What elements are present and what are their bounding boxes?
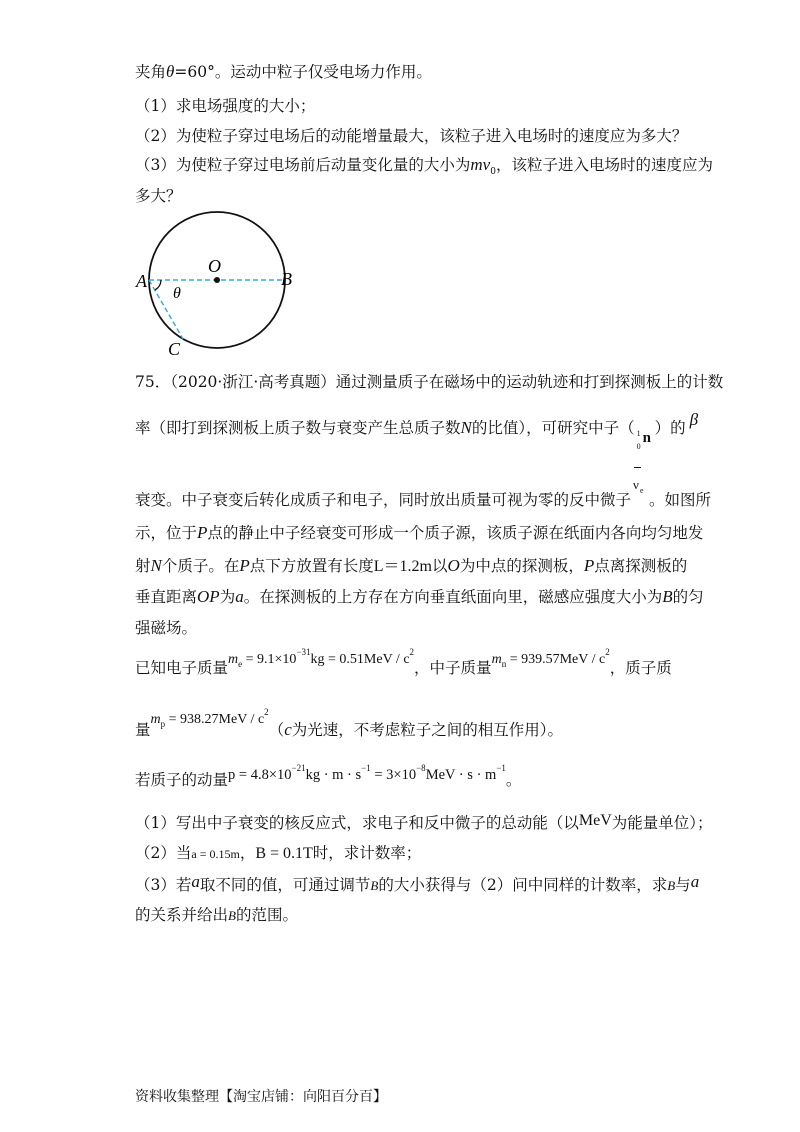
- proton-mass-formula: $m_p = 938.27MeV / c^2$: [150, 707, 269, 729]
- label-B: B: [281, 269, 292, 289]
- q75-line-6: 垂直距离OP为a。在探测板的上方存在方向垂直纸面向里，磁感应强度大小为B的匀: [135, 587, 704, 606]
- angle-arc: [155, 280, 161, 290]
- q75-proton-mass-line: 量$m_p = 938.27MeV / c^2(c$为光速，不考虑粒子之间的相互作用）。: [135, 707, 563, 739]
- q74-subquestion-3: （3）为使粒子穿过电场前后动量变化量的大小为$mv_0$，该粒子进入电场时的速度应为: [135, 155, 713, 177]
- q75-subquestion-1: （1）写出中子衰变的核反应式，求电子和反中微子的总动能（以MeV为能量单位）；: [135, 812, 713, 832]
- q74-subquestion-1: （1）求电场强度的大小；: [135, 97, 316, 115]
- label-A: A: [136, 271, 147, 291]
- momentum-formula: $p = 4.8\times 10^{-21}kg \cdot m \cdot s^{-1} = 3\times 10^{-8}MeV \cdot s \cdot m^{-1}$: [228, 763, 506, 783]
- q75-line-3: 衰变。中子衰变后转化成质子和电子，同时放出质量可视为零的反中微子 ν e 。如图所: [135, 485, 711, 510]
- circle-field-figure: [130, 205, 310, 360]
- electron-mass-formula: $m_e = 9.1\times 10^{-31}kg = 0.51MeV / c^2$: [228, 647, 415, 669]
- label-theta: θ: [173, 285, 181, 302]
- beta-symbol: β: [689, 410, 699, 429]
- q75-line-1: 75．（2020·浙江·高考真题）通过测量质子在磁场中的运动轨迹和打到探测板上的计数: [135, 373, 724, 391]
- q75-subquestion-3: （3）若a取不同的值，可通过调节B的大小获得与（2）问中同样的计数率，求B与a: [135, 872, 700, 894]
- q75-line-5: 射N个质子。在P点下方放置有长度L＝1.2m以O为中点的探测板，P点离探测板的: [135, 556, 688, 575]
- q74-subquestion-2: （2）为使粒子穿过电场后的动能增量最大，该粒子进入电场时的速度应为多大？: [135, 127, 688, 145]
- label-O: O: [208, 256, 221, 276]
- q74-intro-line: 夹角θ=60°。运动中粒子仅受电场力作用。: [135, 62, 432, 81]
- q75-subquestion-2: （2）当a = 0.15m，B = 0.1T时，求计数率；: [135, 844, 422, 862]
- q74-subquestion-3-cont: 多大？: [135, 187, 182, 205]
- theta-symbol: θ: [166, 62, 175, 81]
- q75-subquestion-3-cont: 的关系并给出B的范围。: [135, 906, 298, 924]
- q75-line-7: 强磁场。: [135, 619, 198, 637]
- antineutrino-symbol: ν e: [631, 485, 649, 505]
- label-C: C: [168, 339, 181, 359]
- length-equation: L＝1.2m: [373, 558, 433, 575]
- center-point-O: [214, 277, 220, 283]
- page-footer: 资料收集整理【淘宝店铺：向阳百分百】: [135, 1089, 387, 1105]
- q75-line-2: 率（即打到探测板上质子数与衰变产生总质子数N的比值），可研究中子（ 1 0 n ）的 β: [135, 410, 699, 451]
- neutron-mass-formula: $m_n = 939.57MeV / c^2$: [491, 647, 610, 669]
- q75-line-4: 示，位于P点的静止中子经衰变可形成一个质子源，该质子源在纸面内各向均匀地发: [135, 523, 704, 542]
- q75-electron-mass-line: 已知电子质量$m_e = 9.1\times 10^{-31}kg = 0.51MeV / c^2$，中子质量$m_n = 939.57MeV / c^2$，质子质: [135, 647, 672, 677]
- q75-momentum-line: 若质子的动量$p = 4.8\times 10^{-21}kg \cdot m \cdot s^{-1} = 3\times 10^{-8}MeV \cdot s \cdot m^{-1}$。: [135, 763, 522, 789]
